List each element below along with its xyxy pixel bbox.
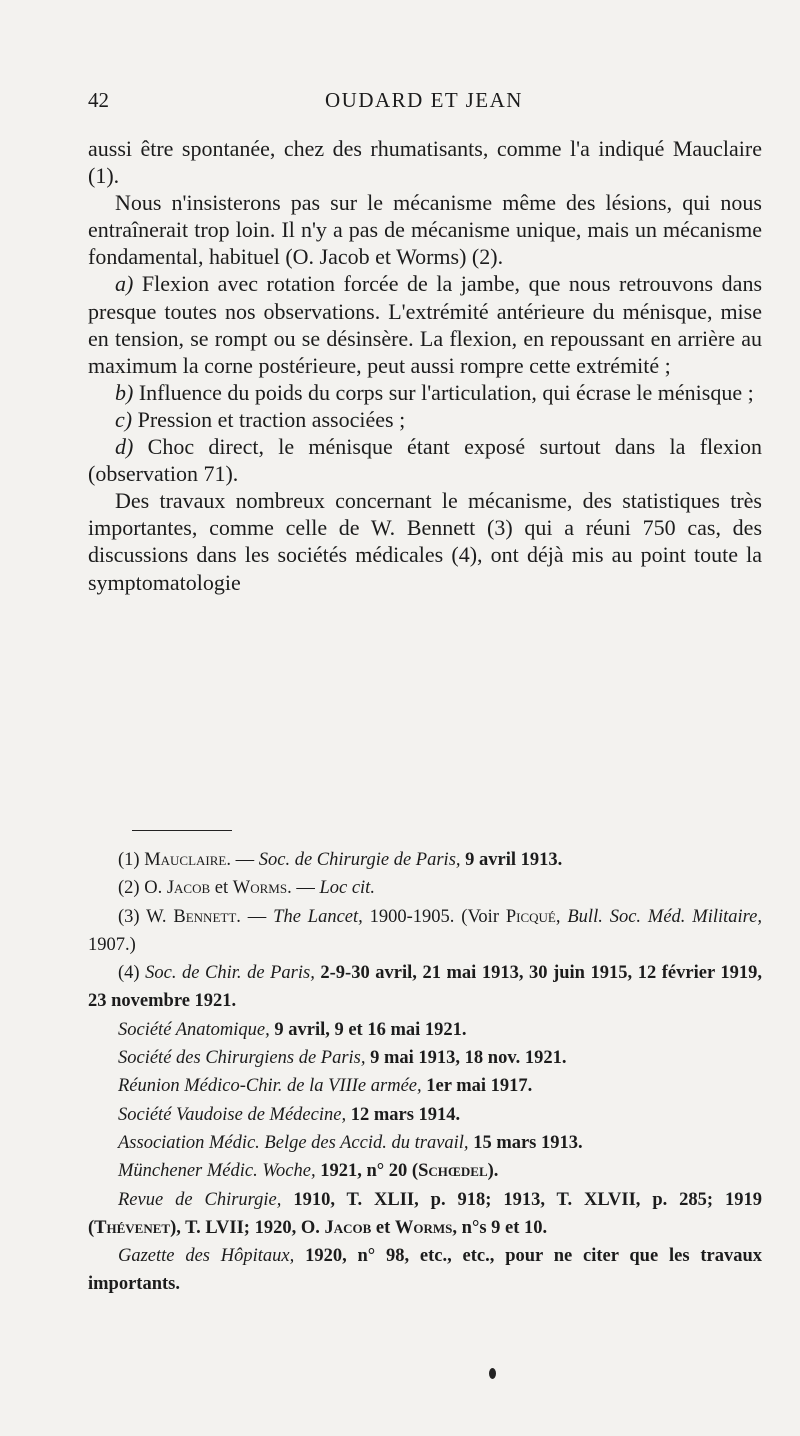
- paragraph-2: Nous n'insisterons pas sur le mécanisme même des lésions, qui nous entraînerait trop loin. Il n'y a pas de mécanisme unique, mais un mécanisme fondamental, habituel (O. Jacob et Worms) (2).: [88, 190, 762, 270]
- footnote-source: The Lancet,: [273, 906, 363, 927]
- footnote-dates: 1921, n° 20 (: [315, 1161, 419, 1182]
- footnote-line: [88, 1101, 762, 1129]
- footnote-source: Revue de Chirurgie,: [118, 1189, 282, 1210]
- footnote-author: Bennett.: [173, 906, 241, 927]
- footnote-number: (3): [118, 906, 140, 927]
- footnote-source: Société Vaudoise de Médecine,: [118, 1104, 347, 1125]
- footnote-text: ).: [487, 1161, 499, 1182]
- footnote-dash: —: [231, 850, 259, 870]
- footnote-number: (1): [118, 850, 140, 870]
- footnote-author: Jacob: [324, 1217, 372, 1238]
- footnote-number: (2): [118, 878, 140, 899]
- page-header: [88, 88, 760, 118]
- footnote-source: Münchener Médic. Woche,: [118, 1161, 316, 1182]
- item-text-c: Pression et traction associées ;: [137, 406, 406, 432]
- footnote-text: pour ne citer que les travaux importants.: [88, 1246, 763, 1295]
- footnote-conjunction: et: [210, 878, 233, 899]
- footnote-source: Association Médic. Belge des Accid. du travail,: [118, 1132, 469, 1153]
- footnote-dates: n°s 9 et 10.: [457, 1217, 548, 1238]
- footnote-dates: 1920, n° 98, etc., etc.,: [294, 1246, 506, 1267]
- paragraph-7: Des travaux nombreux concernant le mécanisme, des statistiques très importantes, comme celle de W. Bennett (3) qui a réuni 750 cas, des discussions dans les sociétés médicales (4), ont déjà mis au point toute la symptomatologie: [88, 488, 762, 595]
- footnote-dates: 9 mai 1913, 18 nov. 1921.: [365, 1048, 567, 1069]
- item-label-b: b): [115, 379, 134, 405]
- footnote-source: Soc. de Chirurgie de Paris,: [258, 850, 461, 870]
- footnote-line: [88, 1186, 762, 1243]
- footnote-initial: O.: [144, 878, 167, 899]
- footnote-author: Jacob: [166, 878, 211, 899]
- footnote-source: Loc cit.: [319, 878, 375, 899]
- footnote-4: [88, 959, 762, 1016]
- paragraph-a: [88, 270, 762, 378]
- footnote-author: Thévenet: [94, 1217, 171, 1238]
- footnote-author: Worms,: [394, 1217, 458, 1238]
- paragraph-d: [88, 433, 762, 487]
- item-label-d: d): [115, 434, 134, 460]
- item-text-a: Flexion avec rotation forcée de la jambe, que nous retrouvons dans presque toutes nos observations. L'extrémité antérieure du ménisque, mise en tension, se rompt ou se désinsère. La flexion, en repoussant en arrière au maximum la corne postérieure, peut aussi rompre cette extrémité ;: [88, 271, 763, 378]
- footnote-source: Bull. Soc. Méd. Militaire,: [567, 906, 762, 927]
- footnote-line: [88, 1242, 762, 1299]
- footnote-2: [88, 874, 762, 902]
- body-text: [88, 135, 762, 596]
- paragraph-b: [88, 379, 762, 406]
- ink-dot-mark: [489, 1368, 496, 1379]
- item-text-b: Influence du poids du corps sur l'articulation, qui écrase le ménisque ;: [138, 379, 754, 405]
- footnote-1: [88, 846, 762, 874]
- footnote-source: Réunion Médico-Chir. de la VIIIe armée,: [118, 1076, 422, 1097]
- footnote-3: [88, 903, 762, 960]
- footnote-line: [88, 1157, 762, 1185]
- item-label-c: c): [115, 406, 133, 432]
- page-number: 42: [88, 88, 109, 112]
- footnote-initial: W.: [146, 906, 174, 927]
- footnote-date: 9 avril 1913.: [460, 850, 563, 870]
- footnote-dates: 9 avril, 9 et 16 mai 1921.: [269, 1019, 467, 1040]
- footnote-source: Société des Chirurgiens de Paris,: [118, 1048, 366, 1069]
- footnote-author: Schœdel: [418, 1161, 488, 1182]
- footnote-dates: 1910, T. XLII, p. 918; 1913, T. XLVII, p. 285; 1919 (: [88, 1189, 762, 1238]
- footnote-dates: 12 mars 1914.: [346, 1104, 461, 1125]
- footnote-dates: 2-9-30 avril, 21 mai 1913, 30 juin 1915, 12 février 1919, 23 novembre 1921.: [88, 963, 762, 1012]
- footnote-author: Picqué,: [505, 906, 561, 927]
- footnote-text: 1907.): [88, 934, 136, 955]
- footnote-source: Gazette des Hôpitaux,: [118, 1246, 295, 1267]
- paragraph-1: aussi être spontanée, chez des rhumatisants, comme l'a indiqué Mauclaire (1).: [88, 136, 762, 189]
- footnote-text: 1900-1905. (Voir: [362, 906, 506, 927]
- footnote-line: [88, 1129, 762, 1157]
- footnote-line: [88, 1072, 762, 1100]
- footnote-source: Société Anatomique,: [118, 1019, 270, 1040]
- footnote-author: Worms.: [232, 878, 292, 899]
- paragraph-c: [88, 406, 762, 433]
- footnote-dates: 15 mars 1913.: [468, 1132, 583, 1153]
- footnote-dates: ), T. LVII; 1920, O.: [170, 1217, 325, 1238]
- footnote-line: [88, 1016, 762, 1044]
- footnote-author: Mauclaire.: [144, 850, 231, 870]
- footnote-dates: 1er mai 1917.: [421, 1076, 533, 1097]
- footnote-number: (4): [118, 963, 140, 984]
- footnote-line: [88, 1044, 762, 1072]
- footnote-conjunction: et: [371, 1217, 395, 1238]
- footnote-rule: [132, 830, 232, 831]
- footnote-dash: —: [240, 906, 274, 927]
- running-title: OUDARD ET JEAN: [325, 88, 523, 112]
- item-text-d: Choc direct, le ménisque étant exposé surtout dans la flexion (observation 71).: [88, 434, 763, 487]
- footnote-source: Soc. de Chir. de Paris,: [145, 963, 315, 984]
- footnote-dash: —: [291, 878, 320, 899]
- footnotes: [88, 846, 762, 1299]
- item-label-a: a): [115, 271, 134, 297]
